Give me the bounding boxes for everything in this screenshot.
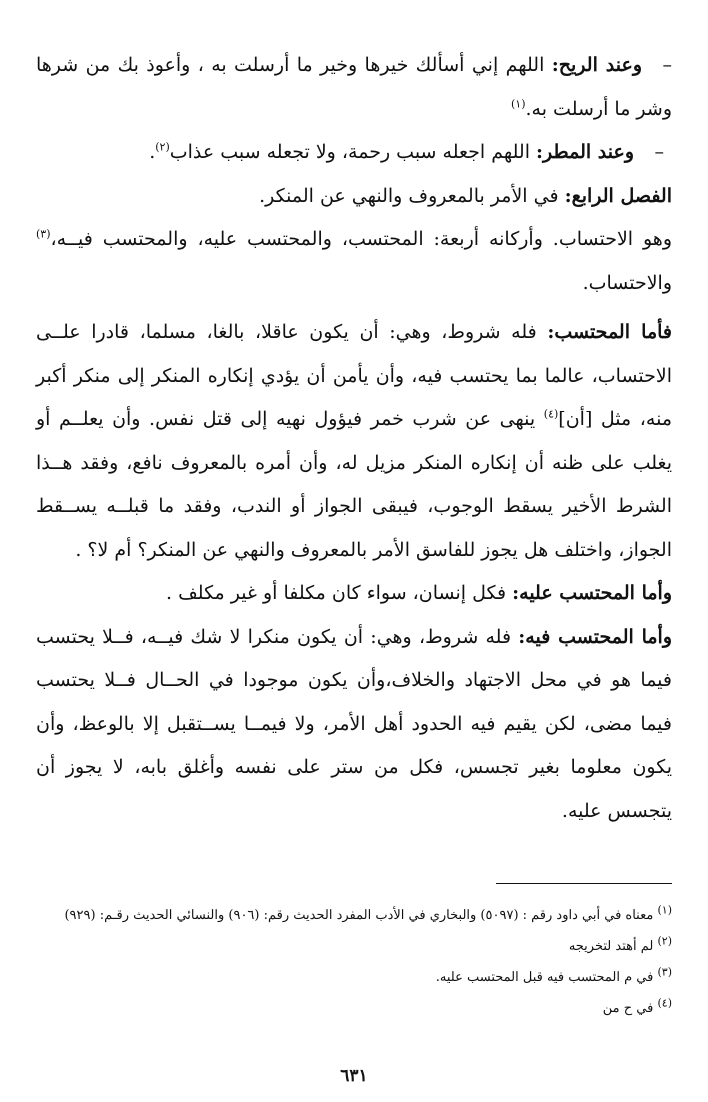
pillars-text-1: وهو الاحتساب. وأركانه أربعة: المحتسب، والمحتسب عليه، والمحتسب فيــه،: [50, 228, 672, 250]
footnote-ref-1: (١): [510, 97, 526, 111]
paragraph-rain: –وعند المطر: اللهم اجعله سبب رحمة، ولا تجعله سبب عذاب$^{(٢)}$.: [36, 131, 672, 175]
rain-label: وعند المطر:: [536, 141, 634, 163]
bullet-dash: –: [662, 54, 673, 76]
footnote-text: في م المحتسب فيه قبل المحتسب عليه.: [435, 970, 654, 985]
paragraph-muhtasib: [36, 311, 672, 572]
wind-text-2: شرها وشر ما أرسلت به.: [36, 54, 672, 120]
footnote-marker: (٣): [657, 965, 672, 979]
footnote-item: [36, 900, 672, 931]
footnote-text: في ح من: [602, 1001, 654, 1016]
muhtasib-text-1: فله شروط، وهي: أن يكون عاقلا، بالغا، مسلما، قادرا علــى الاحتساب، عالما بما يحتسب فيه، وأن يأمن أن يؤدي إنكاره المنكر إلى منكر أكبر منه، مثل: [36, 321, 673, 430]
footnote-ref-4: (٤): [543, 407, 559, 421]
wind-label: وعند الريح:: [551, 54, 643, 76]
muhtasib-label: فأما المحتسب:: [547, 321, 673, 343]
page-number: ٦٣١: [340, 1066, 368, 1086]
footnote-text: لم أهتد لتخريجه: [568, 939, 654, 954]
footnotes: [36, 900, 672, 1024]
muhtasib-an: [أن]: [558, 408, 593, 430]
section-label: الفصل الرابع:: [564, 184, 672, 207]
footnote-separator: [496, 883, 672, 884]
pillars-text-2: والاحتساب.: [582, 271, 672, 294]
alayh-text: فكل إنسان، سواء كان مكلفا أو غير مكلف .: [166, 582, 507, 604]
footnote-text: معناه في أبي داود رقم : (٥٠٩٧) والبخاري في الأدب المفرد الحديث رقم: (٩٠٦) والنسائي الحديث رقـم: (٩٢٩): [64, 908, 654, 923]
fih-text: فله شروط، وهي: أن يكون منكرا لا شك فيــه، فــلا يحتسب فيما هو في محل الاجتهاد والخلاف،وأن يكون موجودا في الحــال فــلا يحتسب فيما مضى، لكن يقيم فيه الحدود أهل الأمر، ولا فيمــا يســتقبل إلا بالوعظ، وأن يكون معلوما بغير تجسس، فكل من ستر على نفسه وأغلق بابه، لا يجوز أن يتجسس عليه.: [36, 625, 672, 822]
footnote-item: [36, 993, 672, 1024]
footnote-marker: (٢): [657, 934, 672, 948]
bullet-dash: –: [654, 141, 664, 163]
fih-label: وأما المحتسب فيه:: [518, 625, 672, 648]
footnote-marker: (١): [657, 903, 672, 917]
main-text: [36, 44, 672, 833]
footnote-item: [36, 931, 672, 962]
muhtasib-text-2: ينهى عن شرب خمر فيؤول نهيه إلى قتل نفس. وأن يعلــم أو يغلب على ظنه أن إنكاره المنكر مزيل له، وأن أمره بالمعروف نافع، وفقد هــذا الشرط الأخير يسقط الوجوب، فيبقى الجواز أو الندب، وفقد ما قبلــه يســقط الجواز، واختلف هل يجوز للفاسق الأمر بالمعروف والنهي عن المنكر؟ أم لا؟ .: [36, 408, 672, 561]
footnote-item: [36, 962, 672, 993]
paragraph-wind: [36, 44, 672, 131]
paragraph-muhtasib-fih: [36, 616, 672, 834]
section-text: في الأمر بالمعروف والنهي عن المنكر.: [259, 184, 559, 207]
paragraph-pillars: [36, 218, 672, 305]
footnote-ref-3: (٣): [36, 227, 51, 241]
section-heading: [36, 175, 672, 219]
wind-text-1: اللهم إني أسألك خيرها وخير ما أرسلت به ، وأعوذ بك من: [85, 54, 545, 76]
paragraph-muhtasib-alayh: [36, 572, 672, 616]
footnote-ref-2: (٢): [155, 140, 170, 154]
alayh-label: وأما المحتسب عليه:: [512, 582, 672, 604]
rain-text: اللهم اجعله سبب رحمة، ولا تجعله سبب عذاب: [169, 141, 530, 163]
footnote-marker: (٤): [657, 996, 672, 1010]
